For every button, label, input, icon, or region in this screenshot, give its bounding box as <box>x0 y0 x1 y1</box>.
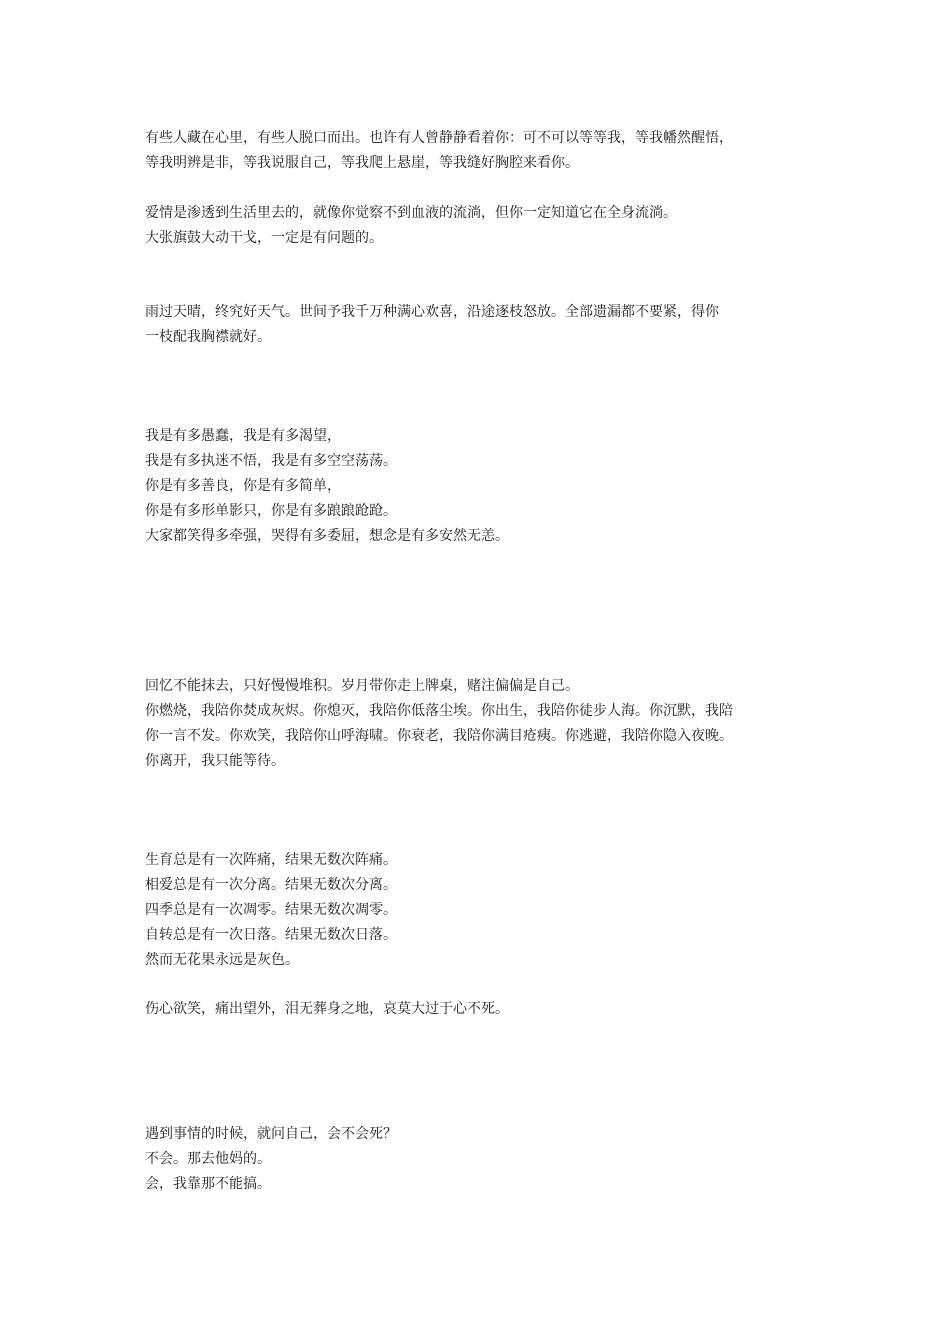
paragraph-4-line-3: 你是有多善良，你是有多简单， <box>145 478 341 494</box>
paragraph-3-line-2: 一枝配我胸襟就好。 <box>145 329 271 345</box>
paragraph-1-line-1: 有些人藏在心里，有些人脱口而出。也许有人曾静静看着你：可不可以等等我，等我幡然醒悟， <box>145 130 733 146</box>
paragraph-4-line-4: 你是有多形单影只，你是有多踉踉跄跄。 <box>145 503 397 519</box>
paragraph-2-line-2: 大张旗鼓大动干戈，一定是有问题的。 <box>145 230 383 246</box>
paragraph-1-line-2: 等我明辨是非，等我说服自己，等我爬上悬崖，等我缝好胸腔来看你。 <box>145 155 579 171</box>
paragraph-8-line-1: 遇到事情的时候，就问自己，会不会死？ <box>145 1126 397 1142</box>
paragraph-5-line-2: 你燃烧，我陪你焚成灰烬。你熄灭，我陪你低落尘埃。你出生，我陪你徒步人海。你沉默，我陪 <box>145 703 733 719</box>
paragraph-4-line-5: 大家都笑得多牵强，哭得有多委屈，想念是有多安然无恙。 <box>145 528 509 544</box>
paragraph-6-line-3: 四季总是有一次凋零。结果无数次凋零。 <box>145 902 397 918</box>
paragraph-6-line-1: 生育总是有一次阵痛，结果无数次阵痛。 <box>145 852 397 868</box>
paragraph-7-line-1: 伤心欲笑，痛出望外，泪无葬身之地，哀莫大过于心不死。 <box>145 1001 509 1017</box>
paragraph-4-line-2: 我是有多执迷不悟，我是有多空空荡荡。 <box>145 453 397 469</box>
paragraph-8-line-2: 不会。那去他妈的。 <box>145 1151 271 1167</box>
paragraph-6-line-5: 然而无花果永远是灰色。 <box>145 952 299 968</box>
paragraph-8-line-3: 会，我靠那不能搞。 <box>145 1176 271 1192</box>
paragraph-4-line-1: 我是有多愚蠢，我是有多渴望， <box>145 428 341 444</box>
paragraph-5-line-3: 你一言不发。你欢笑，我陪你山呼海啸。你衰老，我陪你满目疮痍。你逃避，我陪你隐入夜晚。 <box>145 728 733 744</box>
paragraph-6-line-2: 相爱总是有一次分离。结果无数次分离。 <box>145 877 397 893</box>
paragraph-5-line-1: 回忆不能抹去，只好慢慢堆积。岁月带你走上牌桌，赌注偏偏是自己。 <box>145 678 579 694</box>
paragraph-2-line-1: 爱情是渗透到生活里去的，就像你觉察不到血液的流淌，但你一定知道它在全身流淌。 <box>145 205 677 221</box>
paragraph-6-line-4: 自转总是有一次日落。结果无数次日落。 <box>145 927 397 943</box>
paragraph-5-line-4: 你离开，我只能等待。 <box>145 753 285 769</box>
paragraph-3-line-1: 雨过天晴，终究好天气。世间予我千万种满心欢喜，沿途逐枝怒放。全部遗漏都不要紧，得你 <box>145 304 719 320</box>
